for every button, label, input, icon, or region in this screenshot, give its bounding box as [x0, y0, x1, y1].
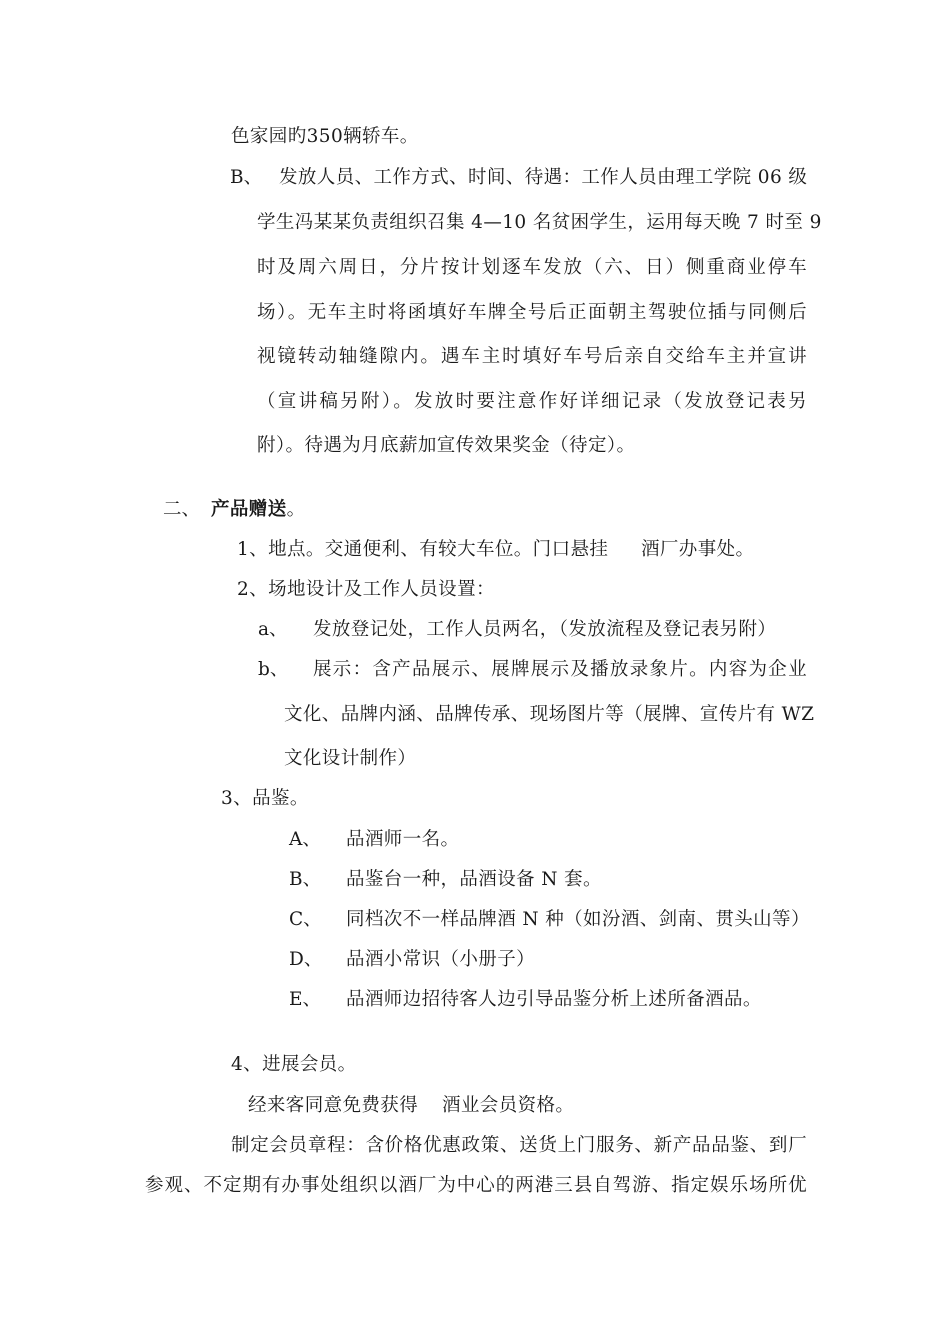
sub-a-label: a、 [258, 619, 288, 640]
sub-b-line-3: 文化设计制作） [284, 748, 417, 769]
sub-b-label: b、 [258, 659, 289, 680]
section-b-line-5: 视镜转动轴缝隙内。遇车主时填好车号后亲自交给车主并宣讲 [257, 346, 807, 367]
section-b-line-6: （宣讲稿另附）。发放时要注意作好详细记录（发放登记表另 [257, 391, 807, 412]
item-4-membership: 4、进展会员。 [231, 1054, 357, 1075]
tasting-label-b: B、 [289, 869, 322, 890]
tasting-label-a: A、 [289, 829, 321, 850]
item-2-venue: 2、场地设计及工作人员设置： [237, 579, 495, 600]
tasting-label-c: C、 [289, 909, 322, 930]
tasting-text-a: 品酒师一名。 [346, 829, 460, 850]
section-b-line-7: 附）。待遇为月底薪加宣传效果奖金（待定）。 [257, 435, 636, 456]
item-1-location: 1、地点。交通便利、有较大车位。门口悬挂 [237, 539, 609, 560]
sub-a-text: 发放登记处，工作人员两名，（发放流程及登记表另附） [313, 619, 777, 640]
section-two-number: 二、 [163, 499, 201, 520]
item-3-tasting: 3、品鉴。 [221, 788, 309, 809]
tasting-label-e: E、 [289, 989, 322, 1010]
section-b-line-4: 场）。无车主时将函填好车牌全号后正面朝主驾驶位插与同侧后 [257, 302, 807, 323]
charter-line-2: 参观、不定期有办事处组织以酒厂为中心的两港三县自驾游、指定娱乐场所优 [145, 1175, 807, 1196]
item-1-location-tail: 酒厂办事处。 [641, 539, 755, 560]
section-b-line-1: 发放人员、工作方式、时间、待遇：工作人员由理工学院 06 级 [279, 167, 808, 188]
section-two-heading [211, 498, 306, 522]
section-b-line-3: 时及周六周日，分片按计划逐车发放（六、日）侧重商业停车 [257, 257, 807, 278]
section-a-continuation-line: 色家园旳350辆轿车。 [231, 126, 419, 147]
membership-line-1: 经来客同意免费获得 [248, 1095, 419, 1116]
tasting-text-b: 品鉴台一种，品酒设备 N 套。 [346, 869, 602, 890]
section-b-label: B、 [230, 167, 263, 188]
section-b-line-2: 学生冯某某负责组织召集 4—10 名贫困学生，运用每天晚 7 时至 9 [257, 212, 822, 233]
membership-line-1-tail: 酒业会员资格。 [442, 1095, 575, 1116]
sub-b-line-2: 文化、品牌内涵、品牌传承、现场图片等（展牌、宣传片有 WZ [284, 704, 815, 725]
sub-b-line-1: 展示：含产品展示、展牌展示及播放录象片。内容为企业 [313, 659, 807, 680]
tasting-text-d: 品酒小常识（小册子） [346, 949, 536, 970]
section-two-title-suffix: 。 [286, 499, 306, 520]
tasting-text-c: 同档次不一样品牌酒 N 种（如汾酒、剑南、贯头山等） [346, 909, 810, 930]
tasting-text-e: 品酒师边招待客人边引导品鉴分析上述所备酒品。 [346, 989, 762, 1010]
charter-line-1: 制定会员章程：含价格优惠政策、送货上门服务、新产品品鉴、到厂 [231, 1135, 807, 1156]
tasting-label-d: D、 [289, 949, 323, 970]
section-two-title: 产品赠送 [211, 499, 287, 520]
